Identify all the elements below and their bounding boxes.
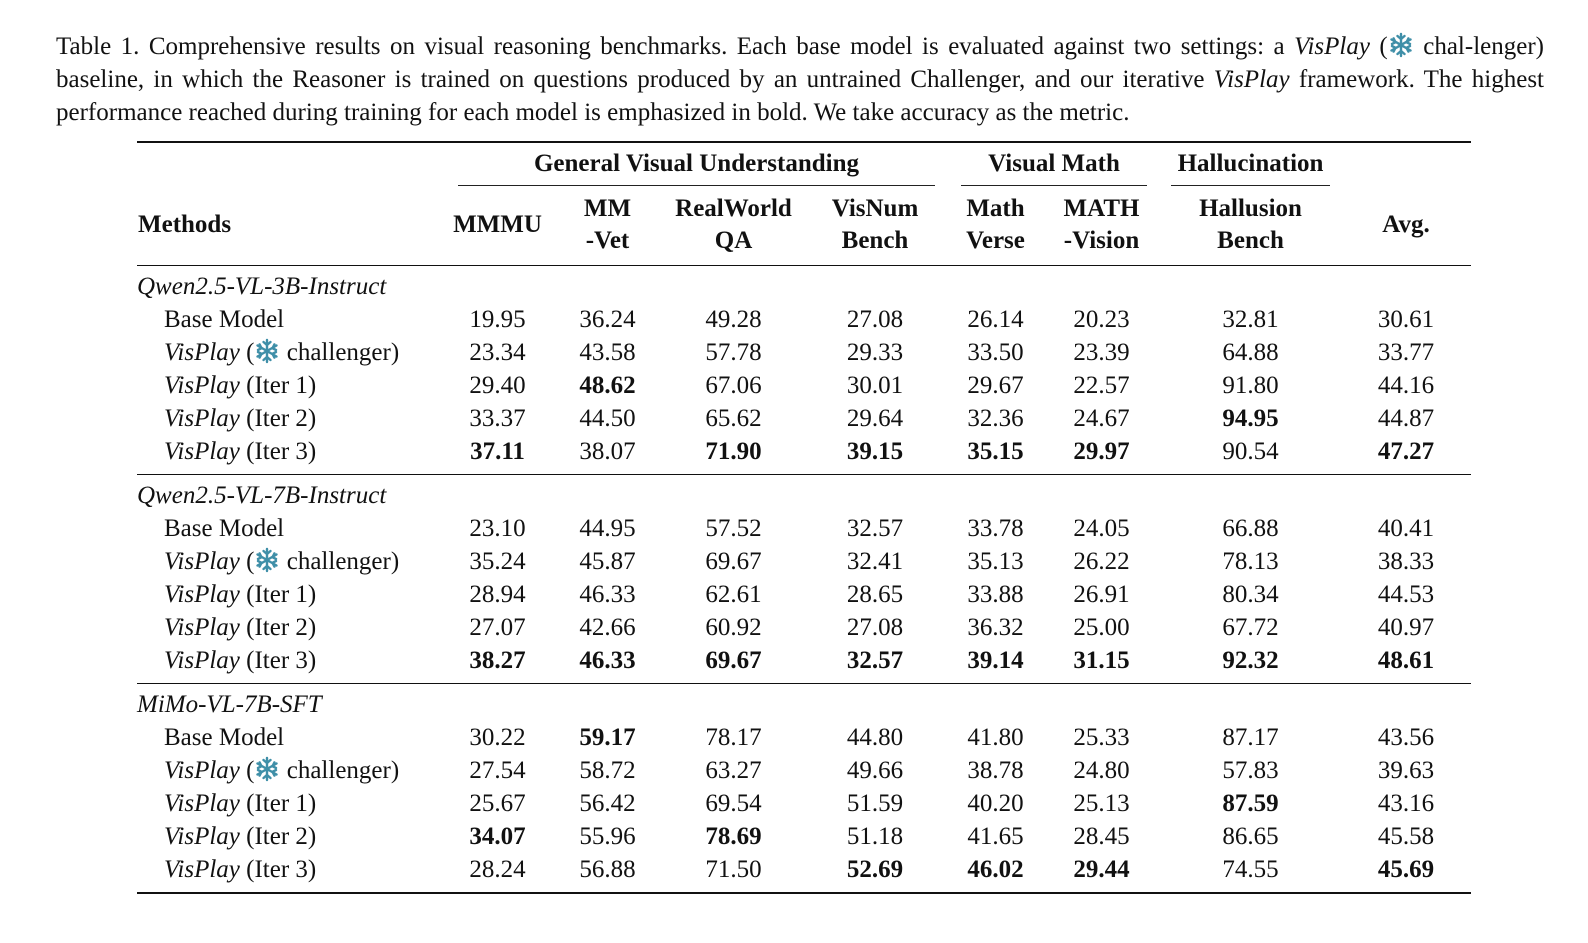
method-label: VisPlay ( challenger) — [164, 548, 400, 575]
col-methods: Methods — [138, 211, 232, 238]
caption-visplay: VisPlay — [1294, 33, 1370, 60]
table-cell: 69.67 — [705, 547, 762, 575]
table-cell: 28.24 — [469, 855, 526, 883]
table-cell: 71.50 — [705, 855, 762, 883]
table-cell: 44.50 — [579, 404, 636, 432]
snowflake-icon — [254, 547, 280, 573]
col-avg: Avg. — [1382, 211, 1430, 238]
table-cell: 25.13 — [1073, 789, 1130, 817]
column-header-row — [137, 187, 1471, 266]
col-mathverse: Math Verse — [966, 195, 1025, 254]
model-name: Qwen2.5-VL-3B-Instruct — [137, 272, 387, 300]
table-cell: 28.65 — [846, 580, 904, 608]
group-header-row — [137, 142, 1471, 187]
method-label: VisPlay (Iter 1) — [164, 371, 317, 399]
table-row — [137, 644, 1471, 684]
table-cell: 26.91 — [1073, 580, 1130, 608]
method-label: VisPlay ( challenger) — [164, 339, 400, 366]
group-hallucination: Hallucination — [1160, 142, 1341, 187]
caption-open-paren: ( — [1369, 33, 1388, 60]
table-cell: 48.62 — [579, 371, 636, 399]
table-row — [137, 545, 1471, 578]
table-cell: 92.32 — [1222, 646, 1279, 674]
method-label: VisPlay (Iter 2) — [164, 822, 317, 850]
table-cell: 20.23 — [1073, 305, 1130, 333]
snowflake-icon — [254, 756, 280, 782]
model-header-row — [137, 684, 1471, 722]
table-cell: 45.69 — [1377, 855, 1435, 883]
table-cell: 36.24 — [579, 305, 636, 333]
table-cell: 22.57 — [1073, 371, 1130, 399]
table-cell: 87.59 — [1222, 789, 1279, 817]
table-caption — [56, 30, 1544, 129]
table-cell: 26.22 — [1073, 547, 1130, 575]
table-row — [137, 578, 1471, 611]
group-general-visual-understanding: General Visual Understanding — [445, 142, 948, 187]
col-hallusion-bench: Hallusion Bench — [1199, 195, 1302, 254]
method-label: VisPlay (Iter 3) — [164, 855, 317, 883]
table-cell: 28.94 — [469, 580, 526, 608]
table-cell: 23.34 — [469, 338, 526, 366]
table-cell: 30.01 — [846, 371, 904, 399]
col-math-vision: MATH -Vision — [1063, 195, 1140, 254]
table-cell: 49.66 — [846, 756, 904, 784]
table-cell: 78.13 — [1222, 547, 1279, 575]
table-cell: 27.54 — [469, 756, 526, 784]
table-row — [137, 787, 1471, 820]
results-table — [137, 141, 1471, 894]
table-cell: 52.69 — [846, 855, 904, 883]
table-cell: 40.20 — [967, 789, 1024, 817]
table-cell: 38.27 — [469, 646, 526, 674]
table-cell: 27.08 — [846, 305, 904, 333]
table-cell: 33.37 — [469, 404, 526, 432]
table-cell: 71.90 — [705, 437, 762, 465]
caption-visplay-2: VisPlay — [1213, 66, 1290, 93]
table-cell: 23.39 — [1073, 338, 1130, 366]
table-cell: 35.24 — [469, 547, 526, 575]
table-cell: 57.83 — [1222, 756, 1279, 784]
table-cell: 38.07 — [579, 437, 636, 465]
table-row — [137, 435, 1471, 475]
snowflake-icon — [254, 338, 280, 364]
table-cell: 87.17 — [1222, 723, 1279, 751]
method-label: VisPlay (Iter 2) — [164, 613, 317, 641]
table-row — [137, 853, 1471, 893]
table-cell: 34.07 — [469, 822, 526, 850]
table-cell: 25.67 — [469, 789, 526, 817]
method-label: Base Model — [164, 514, 285, 542]
table-cell: 37.11 — [470, 437, 525, 465]
model-name: Qwen2.5-VL-7B-Instruct — [137, 481, 387, 509]
table-cell: 80.34 — [1222, 580, 1279, 608]
table-cell: 67.72 — [1222, 613, 1279, 641]
table-cell: 46.02 — [967, 855, 1024, 883]
table-cell: 57.52 — [705, 514, 762, 542]
table-cell: 91.80 — [1222, 371, 1279, 399]
table-cell: 29.40 — [469, 371, 526, 399]
table-cell: 24.80 — [1073, 756, 1130, 784]
group-visual-math: Visual Math — [948, 142, 1160, 187]
table-cell: 25.33 — [1073, 723, 1130, 751]
table-cell: 42.66 — [579, 613, 636, 641]
table-cell: 35.15 — [967, 437, 1024, 465]
method-label: VisPlay (Iter 3) — [164, 646, 317, 674]
table-cell: 78.69 — [705, 822, 762, 850]
table-cell: 30.61 — [1377, 305, 1435, 333]
table-cell: 40.97 — [1377, 613, 1435, 641]
table-cell: 29.33 — [846, 338, 904, 366]
table-cell: 32.81 — [1222, 305, 1279, 333]
table-cell: 39.15 — [846, 437, 904, 465]
col-mm-vet: MM -Vet — [583, 195, 632, 254]
table-row — [137, 303, 1471, 336]
caption-label: Table 1. — [56, 33, 140, 60]
table-cell: 39.14 — [967, 646, 1024, 674]
table-cell: 38.78 — [967, 756, 1024, 784]
table-cell: 44.53 — [1377, 580, 1435, 608]
table-cell: 24.67 — [1073, 404, 1130, 432]
table-cell: 47.27 — [1377, 437, 1435, 465]
table-cell: 29.97 — [1073, 437, 1130, 465]
table-cell: 44.87 — [1377, 404, 1435, 432]
table-row — [137, 512, 1471, 545]
method-label: VisPlay ( challenger) — [164, 757, 400, 784]
table-cell: 65.62 — [705, 404, 762, 432]
table-cell: 33.88 — [967, 580, 1024, 608]
table-cell: 43.56 — [1377, 723, 1435, 751]
table-cell: 39.63 — [1377, 756, 1435, 784]
method-label: Base Model — [164, 305, 285, 333]
model-header-row — [137, 475, 1471, 513]
table-cell: 35.13 — [967, 547, 1024, 575]
table-cell: 32.36 — [967, 404, 1024, 432]
table-cell: 78.17 — [705, 723, 762, 751]
table-cell: 36.32 — [967, 613, 1024, 641]
table-cell: 44.95 — [579, 514, 636, 542]
table-cell: 63.27 — [705, 756, 762, 784]
table-cell: 32.57 — [846, 646, 904, 674]
table-cell: 56.88 — [579, 855, 636, 883]
table-cell: 33.77 — [1377, 338, 1435, 366]
table-cell: 45.87 — [579, 547, 636, 575]
method-label: VisPlay (Iter 3) — [164, 437, 317, 465]
table-cell: 30.22 — [469, 723, 526, 751]
table-cell: 51.59 — [846, 789, 904, 817]
table-cell: 32.41 — [846, 547, 904, 575]
table-cell: 44.80 — [846, 723, 904, 751]
table-cell: 26.14 — [967, 305, 1024, 333]
caption-text-1: Comprehensive results on visual reasoning benchmarks. Each base model is evaluated against two settings: a — [139, 33, 1295, 60]
table-cell: 29.44 — [1073, 855, 1130, 883]
table-cell: 94.95 — [1222, 404, 1279, 432]
table-cell: 69.67 — [705, 646, 762, 674]
table-cell: 64.88 — [1222, 338, 1279, 366]
table-cell: 23.10 — [469, 514, 526, 542]
table-cell: 43.16 — [1377, 789, 1435, 817]
table-cell: 58.72 — [579, 756, 636, 784]
table-cell: 51.18 — [846, 822, 904, 850]
caption-text-3: framework. The highest performance reached during training for each model is emphasized in bold. We take accuracy as the metric. — [56, 66, 1544, 126]
table-cell: 69.54 — [705, 789, 762, 817]
table-cell: 19.95 — [469, 305, 526, 333]
table-row — [137, 402, 1471, 435]
table-cell: 74.55 — [1222, 855, 1279, 883]
table-cell: 62.61 — [705, 580, 762, 608]
table-cell: 48.61 — [1377, 646, 1435, 674]
caption-text-2: chal-lenger) baseline, in which the Reasoner is trained on questions produced by an untrained Challenger, and our iterative — [56, 33, 1544, 93]
table-cell: 49.28 — [705, 305, 762, 333]
table-cell: 43.58 — [579, 338, 636, 366]
table-row — [137, 820, 1471, 853]
table-cell: 32.57 — [846, 514, 904, 542]
table-cell: 28.45 — [1073, 822, 1130, 850]
table-cell: 60.92 — [705, 613, 762, 641]
table-cell: 57.78 — [705, 338, 762, 366]
table-row — [137, 754, 1471, 787]
method-label: Base Model — [164, 723, 285, 751]
table-cell: 45.58 — [1377, 822, 1435, 850]
table-row — [137, 721, 1471, 754]
table-cell: 33.78 — [967, 514, 1024, 542]
table-cell: 67.06 — [705, 371, 762, 399]
table-row — [137, 336, 1471, 369]
table-cell: 27.08 — [846, 613, 904, 641]
table-cell: 59.17 — [579, 723, 636, 751]
method-label: VisPlay (Iter 1) — [164, 789, 317, 817]
table-row — [137, 611, 1471, 644]
table-cell: 29.64 — [846, 404, 904, 432]
table-body — [137, 266, 1471, 894]
col-mmmu: MMMU — [453, 211, 542, 238]
table-cell: 41.65 — [967, 822, 1024, 850]
col-realworld-qa: RealWorld QA — [675, 195, 792, 254]
table-cell: 90.54 — [1222, 437, 1279, 465]
model-header-row — [137, 266, 1471, 304]
table-cell: 40.41 — [1377, 514, 1435, 542]
col-visnum-bench: VisNum Bench — [831, 195, 919, 254]
method-label: VisPlay (Iter 1) — [164, 580, 317, 608]
table-cell: 46.33 — [579, 646, 636, 674]
table-cell: 31.15 — [1073, 646, 1130, 674]
table-cell: 44.16 — [1377, 371, 1435, 399]
table-cell: 56.42 — [579, 789, 636, 817]
table-cell: 86.65 — [1222, 822, 1279, 850]
table-cell: 33.50 — [967, 338, 1024, 366]
method-label: VisPlay (Iter 2) — [164, 404, 317, 432]
table-cell: 25.00 — [1073, 613, 1130, 641]
table-cell: 38.33 — [1377, 547, 1435, 575]
table-cell: 66.88 — [1222, 514, 1279, 542]
table-cell: 41.80 — [967, 723, 1024, 751]
table-cell: 29.67 — [967, 371, 1024, 399]
table-cell: 55.96 — [579, 822, 636, 850]
snowflake-icon — [1388, 32, 1414, 58]
results-table-wrapper — [137, 141, 1471, 894]
model-name: MiMo-VL-7B-SFT — [137, 690, 322, 718]
table-cell: 46.33 — [579, 580, 636, 608]
table-cell: 27.07 — [469, 613, 526, 641]
table-row — [137, 369, 1471, 402]
table-cell: 24.05 — [1073, 514, 1130, 542]
